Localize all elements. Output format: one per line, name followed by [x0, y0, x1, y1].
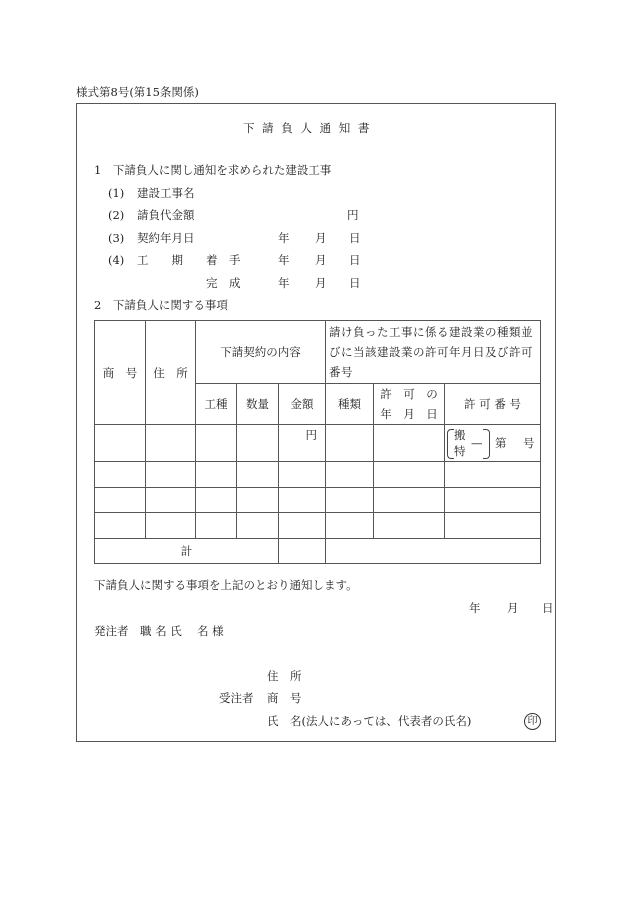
- cell[interactable]: [95, 425, 146, 462]
- item3-day: 日: [349, 231, 361, 245]
- form-title: 下 請 負 人 通 知 書: [243, 121, 372, 135]
- cell[interactable]: [95, 488, 146, 513]
- cell[interactable]: [146, 513, 196, 539]
- item3-num: (3): [108, 231, 125, 245]
- cell[interactable]: [326, 425, 374, 462]
- cell[interactable]: [95, 513, 146, 539]
- cell[interactable]: [445, 462, 541, 488]
- header-jusho: 住 所: [146, 321, 196, 425]
- total-amount-cell[interactable]: [279, 539, 326, 564]
- cell[interactable]: [279, 513, 326, 539]
- kyoka-dash: —: [471, 436, 483, 450]
- date-day: 日: [542, 601, 554, 615]
- item1-label: 建設工事名: [137, 186, 195, 200]
- cell[interactable]: [374, 425, 445, 462]
- cell[interactable]: [196, 513, 237, 539]
- kyoka-hanshou: 搬: [454, 428, 466, 442]
- item4-complete: 完 成: [206, 276, 241, 290]
- item4-num: (4): [108, 253, 125, 267]
- cell[interactable]: [146, 462, 196, 488]
- item4-start: 着 手: [206, 253, 241, 267]
- cell[interactable]: [374, 488, 445, 513]
- item5-year: 年: [278, 276, 290, 290]
- item3-year: 年: [278, 231, 290, 245]
- cell[interactable]: [374, 513, 445, 539]
- notice-text: 下請負人に関する事項を上記のとおり通知します。: [94, 578, 358, 592]
- item2-unit: 円: [347, 208, 359, 222]
- item3-label: 契約年月日: [137, 231, 195, 245]
- permit-date-line1: 許 可 の: [380, 387, 438, 401]
- form-caption: 様式第8号(第15条関係): [76, 85, 199, 99]
- subcontractor-table: [94, 320, 541, 564]
- item2-label: 請負代金額: [137, 208, 195, 222]
- permit-date-line2: 年 月 日: [380, 407, 438, 421]
- contractor-name-label: 氏 名(法人にあっては、代表者の氏名): [267, 714, 472, 728]
- item2-num: (2): [108, 208, 125, 222]
- item5-month: 月: [315, 276, 327, 290]
- header-kingaku: 金額: [279, 384, 326, 425]
- total-label: 計: [95, 539, 279, 564]
- cell[interactable]: [279, 488, 326, 513]
- section1-heading: 1 下請負人に関し通知を求められた建設工事: [94, 163, 332, 177]
- cell[interactable]: [237, 513, 279, 539]
- header-shurui: 種類: [326, 384, 374, 425]
- cell[interactable]: [196, 462, 237, 488]
- contractor-shogo-label: 商 号: [267, 691, 302, 705]
- cell[interactable]: [374, 462, 445, 488]
- kyoka-go: 号: [523, 436, 535, 450]
- item4-month: 月: [315, 253, 327, 267]
- contractor-label: 受注者: [219, 691, 254, 705]
- item4-year: 年: [278, 253, 290, 267]
- section2-heading: 2 下請負人に関する事項: [94, 298, 228, 312]
- header-shogo: 商 号: [95, 321, 146, 425]
- kyoka-toku: 特: [454, 444, 466, 458]
- total-blank: [326, 539, 541, 564]
- date-month: 月: [507, 601, 519, 615]
- cell[interactable]: [445, 488, 541, 513]
- item3-month: 月: [315, 231, 327, 245]
- cell[interactable]: [445, 513, 541, 539]
- seal-icon: 印: [524, 713, 541, 730]
- cell[interactable]: [326, 488, 374, 513]
- permit-number-cell[interactable]: [445, 425, 541, 462]
- item4-day: 日: [349, 253, 361, 267]
- cell[interactable]: [237, 488, 279, 513]
- cell[interactable]: [95, 462, 146, 488]
- amount-cell[interactable]: 円: [279, 425, 326, 462]
- header-contract: 下請契約の内容: [196, 321, 326, 384]
- header-permit-date: [374, 384, 445, 425]
- header-suryo: 数量: [237, 384, 279, 425]
- item4-label: 工 期: [137, 253, 183, 267]
- cell[interactable]: [326, 462, 374, 488]
- date-year: 年: [469, 601, 481, 615]
- header-permit-number: 許 可 番 号: [445, 384, 541, 425]
- cell[interactable]: [326, 513, 374, 539]
- orderer-line: 発注者 職 名 氏 名 様: [94, 624, 224, 638]
- item1-num: (1): [108, 186, 125, 200]
- header-koshu: 工種: [196, 384, 237, 425]
- cell[interactable]: [196, 425, 237, 462]
- cell[interactable]: [279, 462, 326, 488]
- cell[interactable]: [196, 488, 237, 513]
- kyoka-dai: 第: [495, 436, 507, 450]
- header-permit: 請け負った工事に係る建設業の種類並びに当該建設業の許可年月日及び許可番号: [326, 321, 541, 384]
- cell[interactable]: [237, 425, 279, 462]
- cell[interactable]: [146, 488, 196, 513]
- item5-day: 日: [349, 276, 361, 290]
- cell[interactable]: [237, 462, 279, 488]
- cell[interactable]: [146, 425, 196, 462]
- contractor-address-label: 住 所: [267, 669, 302, 683]
